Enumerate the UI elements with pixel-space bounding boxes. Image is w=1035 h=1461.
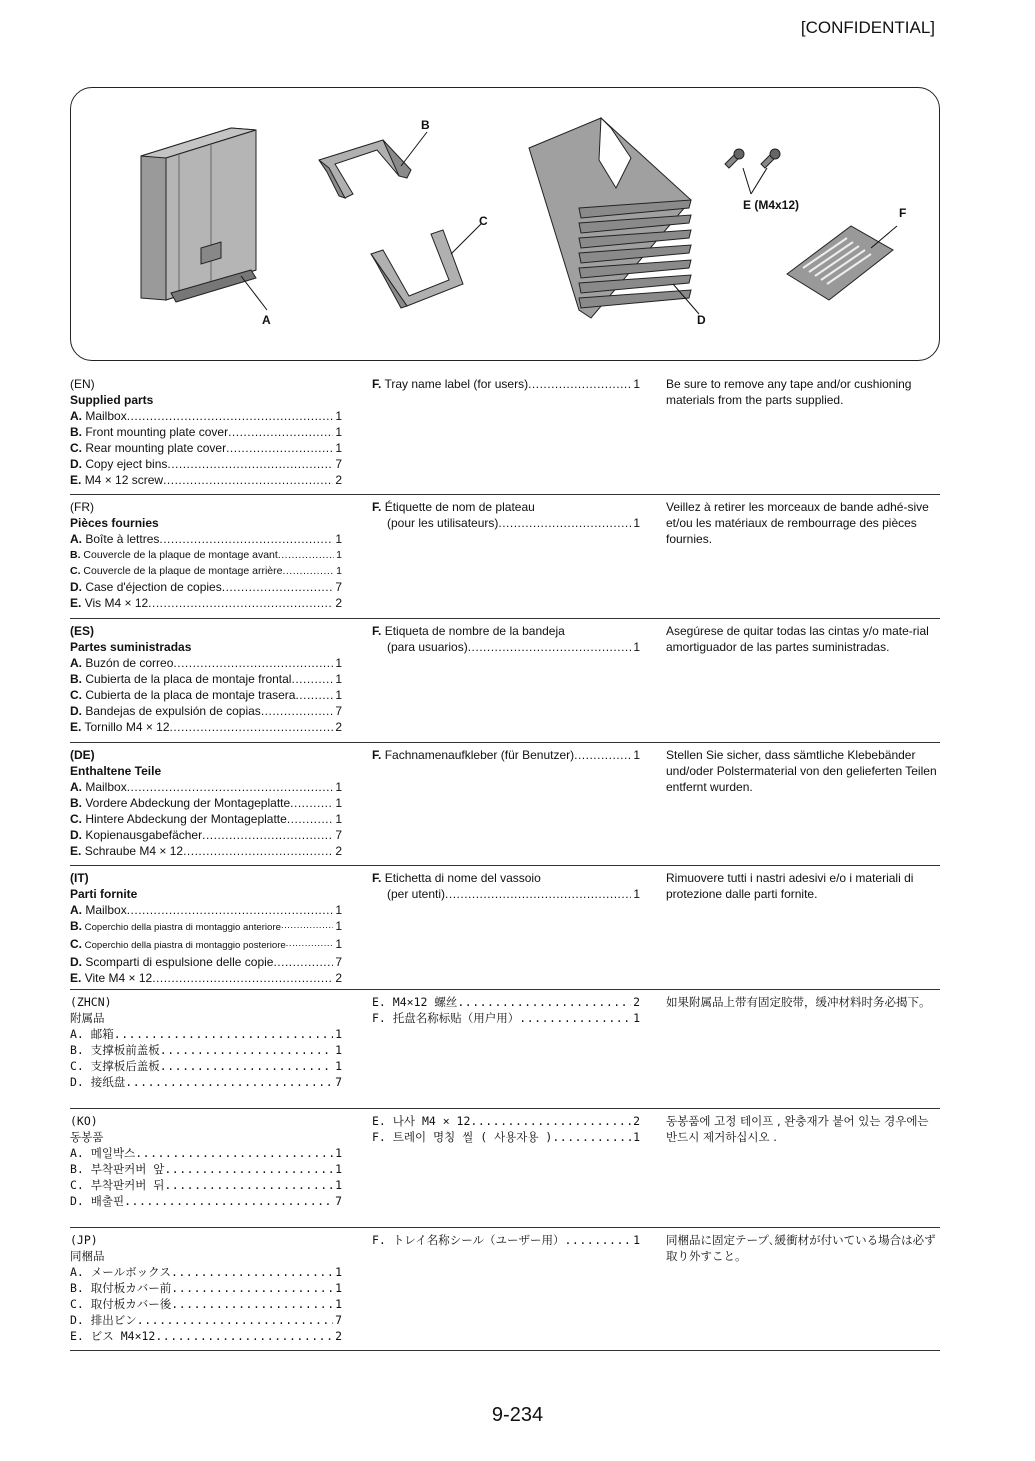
list-item: C. 부착판커버 뒤 ..... 1 [70,1177,342,1193]
list-item: A. Buzón de correo ..... 1 [70,655,342,671]
section-title: Parti fornite [70,887,138,901]
section-note: 同梱品に固定テープ､緩衝材が付いている場合は必ず取り外すこと。 [666,1233,936,1263]
section-title: 附属品 [70,1011,105,1025]
section-note: Be sure to remove any tape and/or cushioning materials from the parts supplied. [666,377,912,407]
section-title: Supplied parts [70,393,154,407]
section-title: 동봉품 [70,1130,104,1144]
list-item: A. Mailbox ..... 1 [70,902,342,918]
parts-column [70,1113,342,1209]
list-item: B. Front mounting plate cover ..... 1 [70,424,342,440]
list-item: D. 排出ビン ..... 7 [70,1312,342,1328]
label-sheet-drawing [787,226,893,300]
list-item: B. Coperchio della piastra di montaggio anteriore ..... 1 [70,918,342,936]
list-item: A. メールボックス ..... 1 [70,1264,342,1280]
section-en [70,372,940,495]
list-item: D. Copy eject bins ..... 7 [70,456,342,472]
list-item: F. Etichetta di nome del vassoio [372,871,541,885]
parts-column [70,747,342,859]
list-item: C. Coperchio della piastra di montaggio posteriore ..... 1 [70,936,342,954]
section-note: 동봉품에 고정 테이프 , 완충재가 붙어 있는 경우에는 반드시 제거하십시오 . [666,1114,929,1144]
section-zhcn [70,990,940,1109]
parts-column [70,623,342,735]
section-jp [70,1228,940,1351]
rear-cover-drawing [371,230,463,308]
confidential-label: [CONFIDENTIAL] [800,18,935,37]
language-code: (DE) [70,748,95,762]
list-item: C. Cubierta de la placa de montaje trasera ..... 1 [70,687,342,703]
list-item: B. Couvercle de la plaque de montage avant ..... 1 [70,547,342,563]
list-item: D. 接纸盘 ..... 7 [70,1074,342,1090]
section-note: Veillez à retirer les morceaux de bande adhé-sive et/ou les matériaux de rembourrage des pièces fournies. [666,500,929,546]
list-item: C. Hintere Abdeckung der Montageplatte ..... 1 [70,811,342,827]
list-item: F. Etiqueta de nombre de la bandeja [372,624,565,638]
list-item: C. 支撑板后盖板 ..... 1 [70,1058,342,1074]
list-item: B. Vordere Abdeckung der Montageplatte ..... 1 [70,795,342,811]
section-it [70,866,940,990]
extra-parts-column [372,499,640,531]
language-code: (JP) [70,1233,98,1247]
list-item: D. Case d'éjection de copies ..... 7 [70,579,342,595]
list-item: A. Boîte à lettres ..... 1 [70,531,342,547]
list-item: D. Kopienausgabefächer ..... 7 [70,827,342,843]
section-es [70,619,940,743]
parts-list [70,372,940,1351]
extra-parts-column [372,376,640,392]
list-item: B. Cubierta de la placa de montaje frontal ..... 1 [70,671,342,687]
list-item: A. 邮箱 ..... 1 [70,1026,342,1042]
list-item: F. 托盘名称标贴（用户用） ..... 1 [372,1010,640,1026]
screws-drawing [725,149,780,168]
label-e: E (M4x12) [743,198,800,212]
parts-column [70,1232,342,1344]
label-f: F [899,206,907,220]
language-code: (IT) [70,871,89,885]
section-de [70,743,940,866]
extra-parts-column [372,623,640,655]
section-title: Enthaltene Teile [70,764,162,778]
list-item: B. 부착판커버 앞 ..... 1 [70,1161,342,1177]
list-item-continuation: (pour les utilisateurs) ..... 1 [372,515,640,531]
list-item: C. Couvercle de la plaque de montage arrière ..... 1 [70,563,342,579]
section-note: Stellen Sie sicher, dass sämtliche Klebebänder und/oder Polstermaterial von den gelieferten Teilen entfernt wurden. [666,748,937,794]
list-item: F. 트레이 명칭 씰 ( 사용자용 ) ..... 1 [372,1129,640,1145]
eject-bins-drawing [529,118,691,318]
parts-column [70,870,342,986]
language-code: (EN) [70,377,95,391]
list-item: A. Mailbox ..... 1 [70,779,342,795]
list-item: A. Mailbox ..... 1 [70,408,342,424]
list-item: A. 메일박스 ..... 1 [70,1145,342,1161]
label-a: A [262,313,271,327]
list-item: E. Vite M4 × 12 ..... 2 [70,970,342,986]
front-cover-drawing [319,140,411,198]
section-title: 同梱品 [70,1249,105,1263]
list-item: F. トレイ名称シール（ユーザー用） ..... 1 [372,1232,640,1248]
parts-drawing [71,88,940,361]
section-note: Asegúrese de quitar todas las cintas y/o mate-rial amortiguador de las partes suministradas. [666,624,929,654]
list-item: E. Vis M4 × 12 ..... 2 [70,595,342,611]
label-c: C [479,214,488,228]
list-item: E. Tornillo M4 × 12 ..... 2 [70,719,342,735]
list-item: C. 取付板カバー後 ..... 1 [70,1296,342,1312]
section-title: Partes suministradas [70,640,192,654]
parts-column [70,994,342,1090]
section-fr [70,495,940,619]
label-d: D [697,313,706,327]
language-code: (ES) [70,624,94,638]
extra-parts-column [372,870,640,902]
list-item: E. ビス M4×12 ..... 2 [70,1328,342,1344]
list-item: D. Bandejas de expulsión de copias ..... 7 [70,703,342,719]
list-item: F. Étiquette de nom de plateau [372,500,535,514]
parts-column [70,499,342,611]
list-item: C. Rear mounting plate cover ..... 1 [70,440,342,456]
list-item: E. 나사 M4 × 12 ..... 2 [372,1113,640,1129]
list-item: F. Tray name label (for users) ..... 1 [372,376,640,392]
section-note: Rimuovere tutti i nastri adesivi e/o i materiali di protezione dalle parti fornite. [666,871,914,901]
extra-parts-column [372,994,640,1026]
language-code: (KO) [70,1114,98,1128]
extra-parts-column [372,747,640,763]
list-item-continuation: (per utenti) ..... 1 [372,886,640,902]
list-item: E. M4×12 螺丝 ..... 2 [372,994,640,1010]
list-item: D. Scomparti di espulsione delle copie ..... 7 [70,954,342,970]
list-item: B. 取付板カバー前 ..... 1 [70,1280,342,1296]
list-item: F. Fachnamenaufkleber (für Benutzer) ..... 1 [372,747,640,763]
list-item: E. M4 × 12 screw ..... 2 [70,472,342,488]
list-item: D. 배출핀 ..... 7 [70,1193,342,1209]
parts-column [70,376,342,488]
language-code: (ZHCN) [70,995,112,1009]
mailbox-drawing [141,128,256,302]
section-title: Pièces fournies [70,516,159,530]
section-ko [70,1109,940,1228]
list-item: B. 支撑板前盖板 ..... 1 [70,1042,342,1058]
extra-parts-column [372,1232,640,1248]
extra-parts-column [372,1113,640,1145]
language-code: (FR) [70,500,94,514]
list-item-continuation: (para usuarios) ..... 1 [372,639,640,655]
section-note: 如果附属品上带有固定胶带，缓冲材料时务必揭下。 [666,995,931,1009]
list-item: E. Schraube M4 × 12 ..... 2 [70,843,342,859]
label-b: B [421,118,430,132]
parts-illustration [70,87,940,361]
page-number: 9-234 [491,1404,544,1426]
